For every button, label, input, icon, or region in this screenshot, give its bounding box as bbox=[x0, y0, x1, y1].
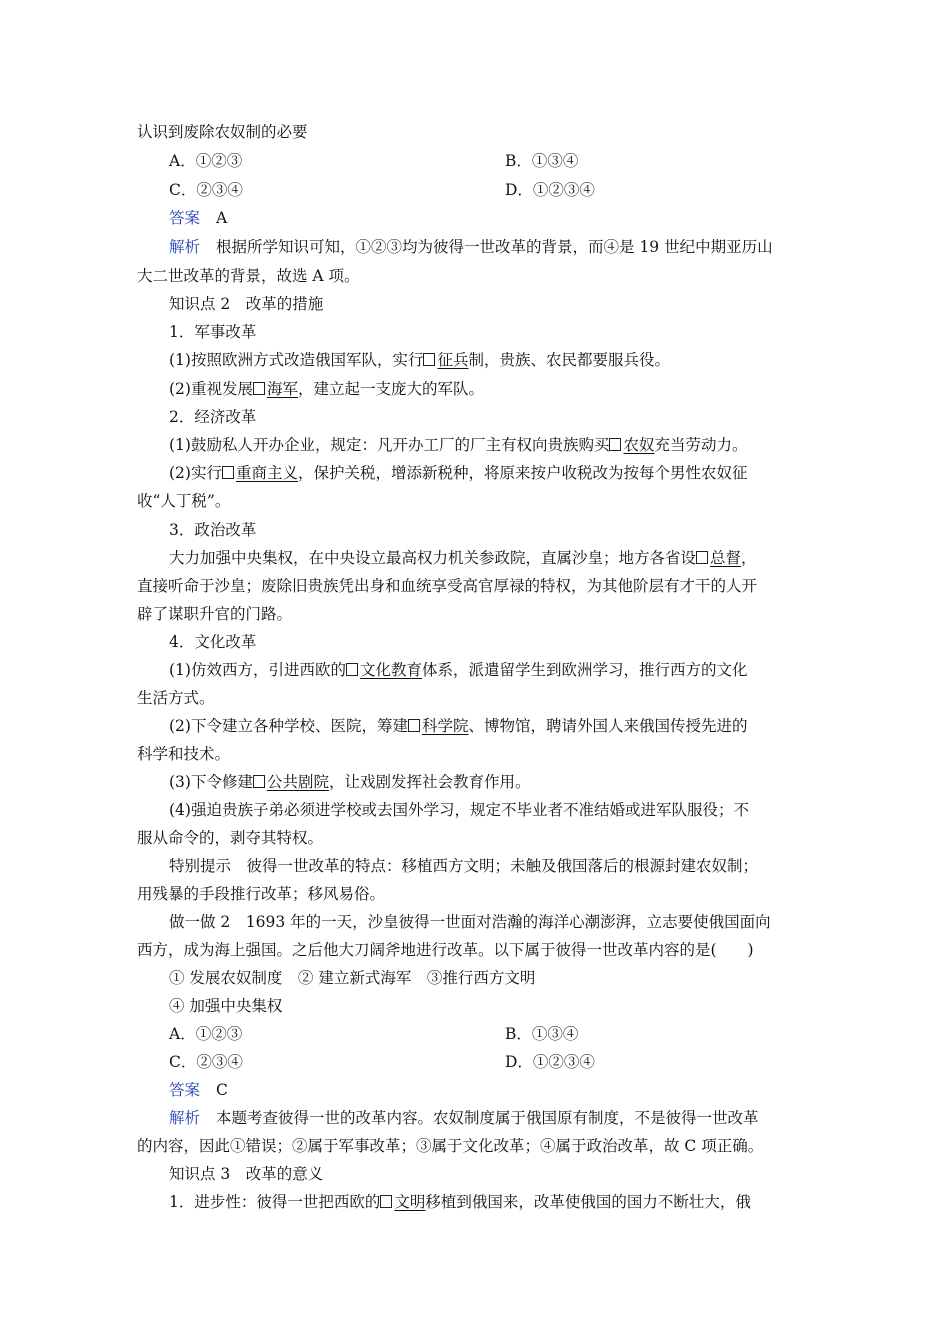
blank-box-icon bbox=[222, 466, 234, 479]
question-stem-cont: 西方，成为海上强国。之后他大刀阔斧地进行改革。以下属于彼得一世改革内容的是( ) bbox=[137, 941, 754, 959]
blank-box-icon bbox=[423, 353, 435, 366]
paragraph: 1．进步性：彼得一世把西欧的 文明移植到俄国来，改革使俄国的国力不断壮大，俄 bbox=[169, 1193, 751, 1211]
analysis-text: 本题考查彼得一世的改革内容。农奴制度属于俄国原有制度，不是彼得一世改革 bbox=[216, 1109, 759, 1127]
fill-blank: 总督 bbox=[710, 549, 742, 567]
section-heading: 知识点 3 改革的意义 bbox=[169, 1165, 324, 1183]
fill-blank: 农奴 bbox=[623, 436, 655, 454]
paragraph: (1)按照欧洲方式改造俄国军队，实行 征兵制，贵族、农民都要服兵役。 bbox=[169, 351, 670, 369]
option-a: A．①②③ bbox=[169, 1025, 243, 1043]
analysis-text-cont: 大二世改革的背景，故选 A 项。 bbox=[137, 267, 360, 285]
subsection-title: 2．经济改革 bbox=[169, 408, 257, 426]
option-b: B．①③④ bbox=[505, 152, 579, 170]
question-items: ④ 加强中央集权 bbox=[169, 997, 283, 1015]
analysis-line bbox=[169, 237, 813, 259]
question-stem: 做一做 2 1693 年的一天，沙皇彼得一世面对浩瀚的海洋心潮澎湃，立志要使俄国面向 bbox=[169, 913, 771, 931]
paragraph-cont: 生活方式。 bbox=[137, 689, 215, 707]
blank-box-icon bbox=[346, 663, 358, 676]
paragraph: (4)强迫贵族子弟必须进学校或去国外学习，规定不毕业者不准结婚或进军队服役；不 bbox=[169, 801, 749, 819]
subsection-title: 3．政治改革 bbox=[169, 521, 257, 539]
paragraph: 大力加强中央集权，在中央设立最高权力机关参政院，直属沙皇；地方各省设 总督， bbox=[169, 549, 757, 567]
option-b: B．①③④ bbox=[505, 1025, 579, 1043]
answer-label: 答案 bbox=[169, 209, 201, 227]
analysis-label: 解析 bbox=[169, 1109, 201, 1127]
fill-blank: 重商主义 bbox=[235, 464, 298, 482]
blank-box-icon bbox=[253, 775, 265, 788]
paragraph-cont: 收“人丁税”。 bbox=[137, 492, 231, 510]
paragraph-cont: 辟了谋职升官的门路。 bbox=[137, 605, 293, 623]
analysis-line bbox=[169, 1108, 813, 1130]
subsection-title: 4．文化改革 bbox=[169, 633, 257, 651]
blank-box-icon bbox=[696, 551, 708, 564]
subsection-title: 1．军事改革 bbox=[169, 323, 257, 341]
blank-box-icon bbox=[253, 382, 265, 395]
analysis-label: 解析 bbox=[169, 238, 201, 256]
blank-box-icon bbox=[408, 719, 420, 732]
question-items: ① 发展农奴制度 ② 建立新式海军 ③推行西方文明 bbox=[169, 969, 536, 987]
answer-line bbox=[169, 1080, 813, 1102]
paragraph-cont: 直接听命于沙皇；废除旧贵族凭出身和血统享受高官厚禄的特权，为其他阶层有才干的人开 bbox=[137, 577, 758, 595]
analysis-text-cont: 的内容，因此①错误；②属于军事改革；③属于文化改革；④属于政治改革，故 C 项正确。 bbox=[137, 1137, 764, 1155]
blank-box-icon bbox=[380, 1195, 392, 1208]
option-a: A．①②③ bbox=[169, 152, 243, 170]
fill-blank: 公共剧院 bbox=[266, 773, 329, 791]
blank-box-icon bbox=[609, 438, 621, 451]
paragraph: (1)仿效西方，引进西欧的 文化教育体系，派遣留学生到欧洲学习，推行西方的文化 bbox=[169, 661, 748, 679]
paragraph-cont: 科学和技术。 bbox=[137, 745, 231, 763]
paragraph: (2)实行 重商主义，保护关税，增添新税种，将原来按户收税改为按每个男性农奴征 bbox=[169, 464, 748, 482]
fill-blank: 海军 bbox=[266, 380, 298, 398]
fill-blank: 文明 bbox=[394, 1193, 426, 1211]
fill-blank: 科学院 bbox=[421, 717, 469, 735]
paragraph: (1)鼓励私人开办企业，规定：凡开办工厂的厂主有权向贵族购买 农奴充当劳动力。 bbox=[169, 436, 748, 454]
answer-line bbox=[169, 208, 813, 230]
paragraph: (2)下令建立各种学校、医院，筹建 科学院、博物馆，聘请外国人来俄国传授先进的 bbox=[169, 717, 748, 735]
option-d: D．①②③④ bbox=[505, 181, 595, 199]
fill-blank: 文化教育 bbox=[359, 661, 422, 679]
special-tip: 特别提示 彼得一世改革的特点：移植西方文明；未触及俄国落后的根源封建农奴制； bbox=[169, 857, 759, 875]
fill-blank: 征兵 bbox=[437, 351, 469, 369]
question-stem-tail: 认识到废除农奴制的必要 bbox=[137, 123, 308, 141]
option-d: D．①②③④ bbox=[505, 1053, 595, 1071]
paragraph: (3)下令修建 公共剧院，让戏剧发挥社会教育作用。 bbox=[169, 773, 531, 791]
special-tip-cont: 用残暴的手段推行改革；移风易俗。 bbox=[137, 885, 386, 903]
answer-value: A bbox=[216, 209, 228, 227]
paragraph-cont: 服从命令的，剥夺其特权。 bbox=[137, 829, 324, 847]
section-heading: 知识点 2 改革的措施 bbox=[169, 295, 324, 313]
paragraph: (2)重视发展 海军，建立起一支庞大的军队。 bbox=[169, 380, 484, 398]
answer-value: C bbox=[216, 1081, 228, 1099]
analysis-text: 根据所学知识可知，①②③均为彼得一世改革的背景，而④是 19 世纪中期亚历山 bbox=[216, 238, 773, 256]
answer-label: 答案 bbox=[169, 1081, 201, 1099]
option-c: C．②③④ bbox=[169, 181, 243, 199]
option-c: C．②③④ bbox=[169, 1053, 243, 1071]
